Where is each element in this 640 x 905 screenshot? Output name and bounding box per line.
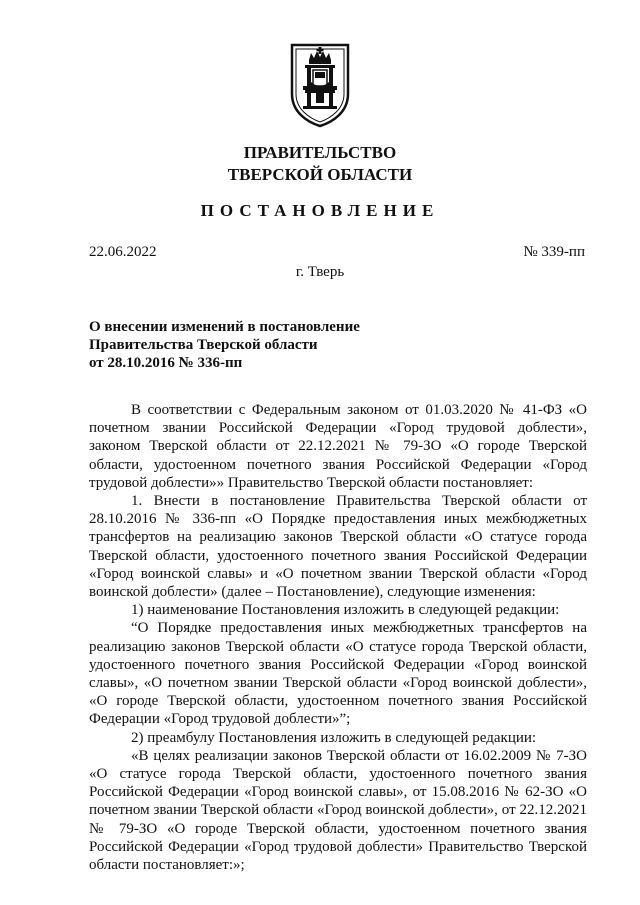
body-paragraph-quote-1: “О Порядке предоставления иных межбюджетных трансфертов на реализацию законов Тверской области «О статусе города Тверской области, удостоенного почетного звания Российской Федерации «Город воинской славы», «О почетном звании Тверской области «Город воинской доблести», «О городе Тверской области, удостоенном почетного звания Российской Федерации «Город трудовой доблести»”; [89, 620, 587, 728]
title-line3: от 28.10.2016 № 336-пп [89, 355, 243, 371]
document-number: № 339-пп [523, 244, 585, 260]
document-date: 22.06.2022 [89, 244, 157, 260]
document-type: ПОСТАНОВЛЕНИЕ [200, 201, 440, 220]
body-paragraph-subitem-1: 1) наименование Постановления изложить в следующей редакции: [131, 602, 560, 619]
body-paragraph-item-1: 1. Внести в постановление Правительства Тверской области от 28.10.2016 № 336-пп «О Порядке предоставления иных межбюджетных трансфертов на реализацию законов Тверской области «О статусе города Тверской области, удостоенного почетного звания Российской Федерации «Город воинской славы» и «О почетном звании Тверской области «Город воинской доблести» (далее – Постановление), следующие изменения: [89, 493, 587, 601]
body-paragraph-preamble: В соответствии с Федеральным законом от 01.03.2020 № 41-ФЗ «О почетном звании Российской Федерации «Город трудовой доблести», законом Тверской области от 22.12.2021 № 79-ЗО «О городе Тверской области, удостоенном почетного звания Российской Федерации «Город трудовой доблести»» Правительство Тверской области постановляет: [89, 402, 587, 491]
title-line2: Правительства Тверской области [89, 337, 318, 353]
document-title [89, 318, 360, 372]
body-paragraph-quote-2: «В целях реализации законов Тверской области от 16.02.2009 № 7-ЗО «О статусе города Тверской области, удостоенного почетного звания Российской Федерации «Город воинской славы», от 15.08.2016 № 62-ЗО «О почетном звании Тверской области «Город воинской доблести», от 22.12.2021 № 79-ЗО «О городе Тверской области, удостоенном почетного звания Российской Федерации «Город трудовой доблести» Правительство Тверской области постановляет:»; [89, 747, 587, 874]
government-name-line1: ПРАВИТЕЛЬСТВО [243, 143, 397, 162]
government-name-line2: ТВЕРСКОЙ ОБЛАСТИ [227, 165, 413, 184]
document-body [89, 401, 587, 874]
document-city: г. Тверь [295, 264, 345, 280]
title-line1: О внесении изменений в постановление [89, 319, 360, 335]
body-paragraph-subitem-2: 2) преамбулу Постановления изложить в следующей редакции: [131, 729, 537, 746]
coat-of-arms-icon [289, 42, 351, 128]
